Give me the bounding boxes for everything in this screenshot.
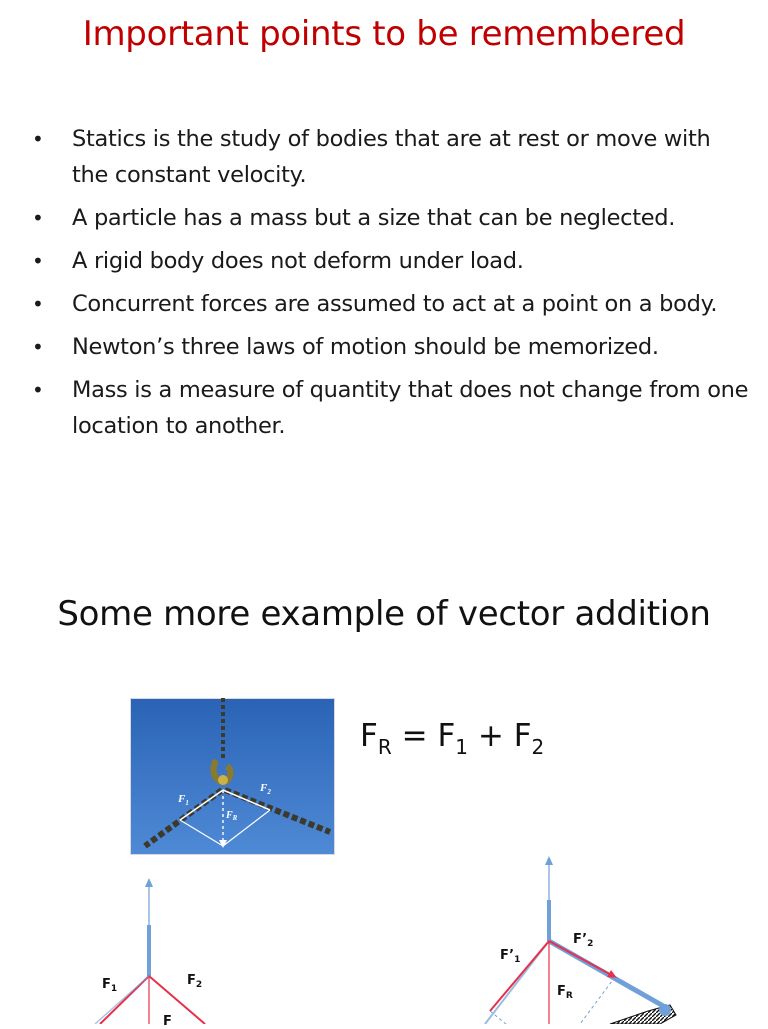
bullet-text: A particle has a mass but a size that can be neglected. [72,205,676,231]
bullet-text: Concurrent forces are assumed to act at a point on a body. [72,291,718,317]
bullet-icon: • [32,249,44,273]
list-item [30,372,750,444]
force-diagram-left [60,870,260,1029]
bullet-text: Mass is a measure of quantity that does not change from one location to another. [72,377,749,439]
crane-hook-photo [130,698,335,855]
section-title-vector-addition: Some more example of vector addition [57,594,711,634]
list-item [30,243,750,279]
bullet-text: A rigid body does not deform under load. [72,248,524,274]
list-item [30,200,750,236]
bullet-icon: • [32,206,44,230]
bullet-list [30,121,750,451]
crane-hook-image [130,698,335,855]
force-diagram-right [460,845,700,1024]
label-fr: $F_R$ [557,984,573,1001]
photo-label-f1: $F_1$ [178,793,189,807]
bullet-icon: • [32,335,44,359]
bullet-icon: • [32,127,44,151]
label-fr: F [163,1014,172,1029]
section-title: Important points to be remembered [82,14,686,54]
label-f1: $F_1$ [102,977,118,994]
list-item [30,121,750,193]
bullet-text: Statics is the study of bodies that are at rest or move with the constant velocity. [72,126,711,188]
force-diagram-left-svg [60,870,260,1024]
photo-label-f2: $F_2$ [260,782,271,796]
photo-label-fr: $F_R$ [226,810,238,822]
label-f2-prime: $F’_2$ [573,932,594,949]
bullet-icon: • [32,292,44,316]
list-item [30,286,750,322]
bullet-text: Newton’s three laws of motion should be memorized. [72,334,659,360]
label-f2: $F_2$ [187,973,203,990]
bullet-icon: • [32,378,44,402]
label-f1-prime: $F’_1$ [500,948,521,965]
list-item [30,329,750,365]
vector-sum-equation: $F_R = F_1 + F_2$ [360,718,545,759]
